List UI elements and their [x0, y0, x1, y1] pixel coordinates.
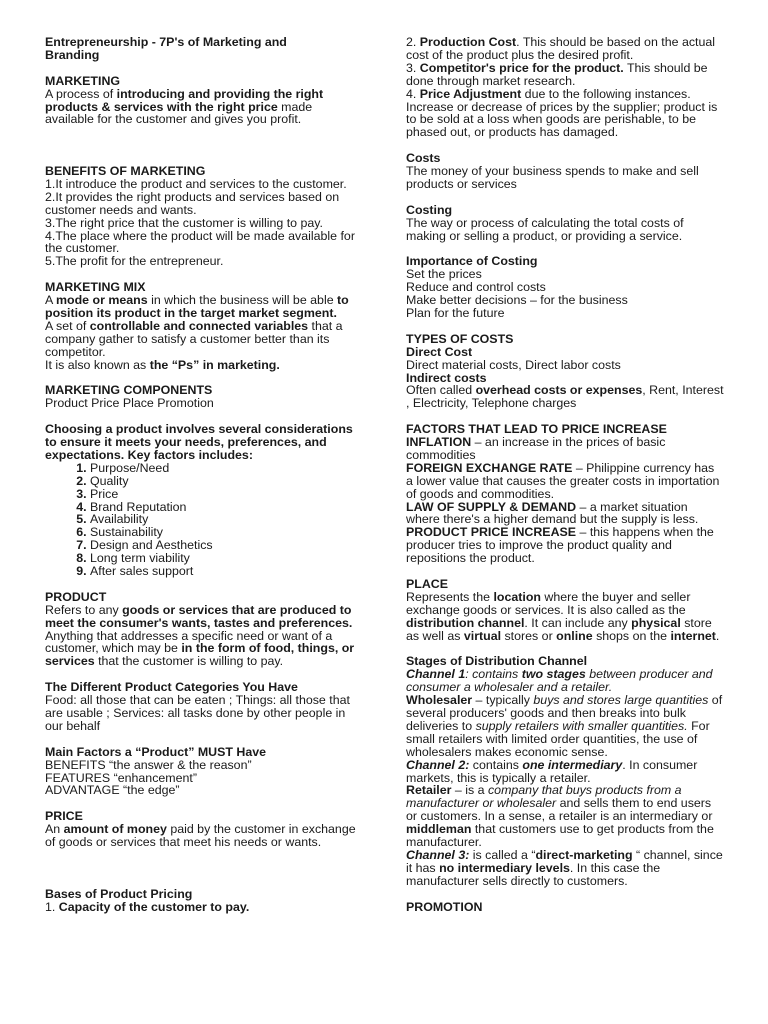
costs-paragraph: The money of your business spends to make and sell products or services: [406, 164, 699, 191]
importance-item: Set the prices: [406, 267, 482, 282]
pricing-basis-item: 2. Production Cost. This should be based on the actual cost of the product plus the desired profit.: [406, 35, 716, 62]
indirect-cost-heading: Indirect costs: [406, 370, 487, 385]
price-heading: PRICE: [45, 809, 83, 824]
pricing-basis-item: 3. Competitor's price for the product. This should be done through market research.: [406, 60, 708, 88]
key-factors-list: [45, 462, 363, 578]
benefit-item: 3.The right price that the customer is willing to pay.: [45, 215, 323, 230]
costs-heading: Costs: [406, 151, 441, 166]
types-heading: TYPES OF COSTS: [406, 331, 514, 346]
document-title: Entrepreneurship - 7P's of Marketing and Branding: [45, 35, 287, 62]
list-item: 1. Purpose/Need: [90, 462, 363, 475]
stages-heading: Stages of Distribution Channel: [406, 654, 588, 669]
factors-heading: FACTORS THAT LEAD TO PRICE INCREASE: [406, 422, 667, 437]
list-item: 9. After sales support: [90, 565, 363, 578]
product-heading: PRODUCT: [45, 589, 107, 604]
marketing-paragraph: A process of introducing and providing the right products & services with the right price made available for the customer and gives you profit.: [45, 86, 324, 127]
marketing-mix-paragraph: A set of controllable and connected variables that a company gather to satisfy a customer better than its competitor.: [45, 318, 343, 359]
right-column: [406, 36, 724, 914]
channel-2-paragraph: Channel 2: contains one intermediary. In consumer markets, this is typically a retailer.: [406, 757, 698, 785]
left-column: [45, 36, 363, 913]
benefit-item: 2.It provides the right products and services based on customer needs and wants.: [45, 189, 340, 217]
components-paragraph: Product Price Place Promotion: [45, 396, 214, 411]
supply-demand-paragraph: LAW OF SUPPLY & DEMAND – a market situation where there's a higher demand but the supply is less. PRODUCT PRICE INCREASE – this happens when the producer tries to improve the product quality and repositions the product.: [406, 499, 714, 566]
pricing-basis-item: 4. Price Adjustment due to the following instances. Increase or decrease of prices by the supplier; product is to be sold at a loss when goods are perishable, to be phased out, or products has damaged.: [406, 86, 718, 140]
main-factor-item: ADVANTAGE “the edge”: [45, 783, 180, 798]
bases-item: 1. Capacity of the customer to pay.: [45, 899, 250, 914]
list-item: 3. Price: [90, 488, 363, 501]
direct-cost-heading: Direct Cost: [406, 344, 473, 359]
promotion-heading: PROMOTION: [406, 899, 483, 914]
main-factor-item: FEATURES “enhancement”: [45, 770, 197, 785]
product-paragraph: Refers to any goods or services that are produced to meet the consumer's wants, tastes and preferences.: [45, 602, 353, 630]
retailer-paragraph: Retailer – is a company that buys products from a manufacturer or wholesaler and sells them to end users or customers. In a sense, a retailer is an intermediary or middleman that customers use to get products from the manufacturer.: [406, 783, 714, 850]
main-factor-item: BENEFITS “the answer & the reason”: [45, 757, 252, 772]
marketing-mix-paragraph: A mode or means in which the business will be able to position its product in the target market segment.: [45, 293, 349, 320]
benefit-item: 5.The profit for the entrepreneur.: [45, 254, 224, 269]
price-paragraph: An amount of money paid by the customer in exchange of goods or services that meet his needs or wants.: [45, 822, 356, 850]
indirect-cost-paragraph: Often called overhead costs or expenses, Rent, Interest , Electricity, Telephone charges: [406, 383, 724, 411]
list-item: 8. Long term viability: [90, 552, 363, 565]
list-item: 4. Brand Reputation: [90, 501, 363, 514]
costing-paragraph: The way or process of calculating the total costs of making or selling a product, or providing a service.: [406, 215, 684, 243]
forex-paragraph: FOREIGN EXCHANGE RATE – Philippine currency has a lower value that causes the greater costs in importation of goods and commodities.: [406, 460, 720, 501]
benefits-heading: BENEFITS OF MARKETING: [45, 164, 206, 179]
direct-cost-paragraph: Direct material costs, Direct labor costs: [406, 357, 621, 372]
list-item: 5. Availability: [90, 513, 363, 526]
categories-heading: The Different Product Categories You Have: [45, 680, 298, 695]
place-heading: PLACE: [406, 576, 448, 591]
importance-item: Plan for the future: [406, 305, 505, 320]
components-heading: MARKETING COMPONENTS: [45, 383, 213, 398]
channel-1-paragraph: Channel 1: contains two stages between producer and consumer a wholesaler and a retailer.: [406, 667, 713, 695]
wholesaler-paragraph: Wholesaler – typically buys and stores large quantities of several producers' goods and then breaks into bulk deliveries to supply retailers with smaller quantities. For small retailers with limited order quantities, the use of wholesalers makes economic sense.: [406, 693, 723, 759]
importance-item: Make better decisions – for the business: [406, 293, 628, 308]
benefit-item: 1.It introduce the product and services to the customer.: [45, 176, 347, 191]
list-item: 7. Design and Aesthetics: [90, 539, 363, 552]
choosing-paragraph: Choosing a product involves several considerations to ensure it meets your needs, preferences, and expectations. Key factors includes:: [45, 422, 353, 462]
categories-paragraph: Food: all those that can be eaten ; Things: all those that are usable ; Services: all tasks done by other people in our behalf: [45, 693, 350, 733]
marketing-mix-paragraph: It is also known as the “Ps” in marketing.: [45, 357, 280, 372]
place-paragraph: Represents the location where the buyer and seller exchange goods or services. It is also called as the distribution channel. It can include any physical store as well as virtual stores or online shops on the internet.: [406, 589, 720, 643]
marketing-mix-heading: MARKETING MIX: [45, 280, 146, 295]
importance-item: Reduce and control costs: [406, 280, 546, 295]
list-item: 6. Sustainability: [90, 526, 363, 539]
product-paragraph: Anything that addresses a specific need or want of a customer, which may be in the form of food, things, or services that the customer is willing to pay.: [45, 628, 355, 669]
main-factors-heading: Main Factors a “Product” MUST Have: [45, 744, 267, 759]
marketing-heading: MARKETING: [45, 73, 121, 88]
list-item: 2. Quality: [90, 475, 363, 488]
inflation-paragraph: INFLATION – an increase in the prices of basic commodities: [406, 435, 666, 462]
importance-heading: Importance of Costing: [406, 254, 538, 269]
bases-heading: Bases of Product Pricing: [45, 886, 193, 901]
benefit-item: 4.The place where the product will be made available for the customer.: [45, 228, 355, 256]
channel-3-paragraph: Channel 3: is called a “direct-marketing “ channel, since it has no intermediary levels. In this case the manufacturer sells directly to customers.: [406, 847, 723, 888]
costing-heading: Costing: [406, 202, 453, 217]
